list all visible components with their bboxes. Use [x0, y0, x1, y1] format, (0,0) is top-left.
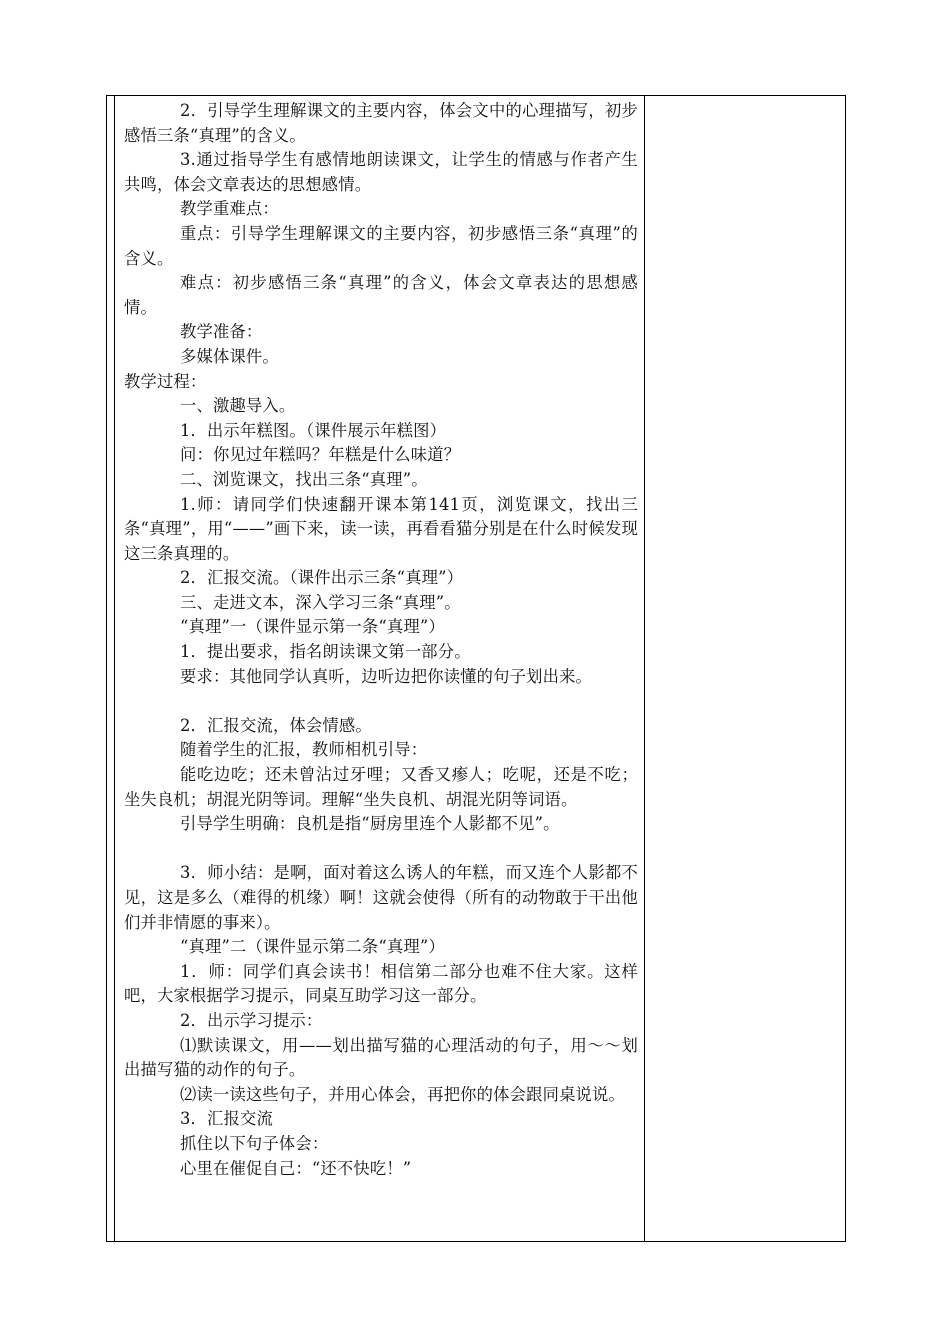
- section-heading: 一、激趣导入。: [180, 396, 296, 416]
- top-border: [106, 95, 846, 96]
- paragraph: 要求：其他同学认真听，边听边把你读懂的句子划出来。: [180, 666, 593, 686]
- paragraph: 2．汇报交流。（课件出示三条“真理”）: [180, 568, 464, 588]
- heading-preparation: 教学准备：: [180, 322, 263, 342]
- paragraph: 1．提出要求，指名朗读课文第一部分。: [180, 642, 471, 662]
- paragraph: 能吃边吃；还未曾沾过牙哩；又香又瘆人；吃呢，还是不吃；坐失良机；胡混光阴等词。理解“坐失良机、胡混光阴等词语。: [124, 765, 638, 809]
- paragraph: 1．出示年糕图。（课件展示年糕图）: [180, 420, 447, 440]
- bottom-border: [106, 1241, 846, 1242]
- paragraph: 2．出示学习提示：: [180, 1010, 323, 1030]
- left-border: [106, 95, 107, 1242]
- blank-line: [124, 837, 638, 862]
- blank-line: [124, 689, 638, 714]
- right-border: [845, 95, 846, 1242]
- heading-process: 教学过程：: [124, 371, 207, 391]
- column-divider: [644, 95, 645, 1242]
- paragraph: 心里在催促自己：“还不快吃！”: [180, 1158, 412, 1178]
- paragraph: 重点：引导学生理解课文的主要内容，初步感悟三条“真理”的含义。: [124, 223, 639, 268]
- paragraph: 1.师：请同学们快速翻开课本第141页，浏览课文，找出三条“真理”，用“——”画下来，读一读，再看看猫分别是在什么时候发现这三条真理的。: [124, 494, 638, 563]
- paragraph: 3．师小结：是啊，面对着这么诱人的年糕，而又连个人影都不见，这是多么（难得的机缘）啊！这就会使得（所有的动物敢于干出他们并非情愿的事来）。: [124, 863, 638, 932]
- heading-key-points: 教学重难点：: [180, 199, 279, 219]
- paragraph: ⑵读一读这些句子，并用心体会，再把你的体会跟同桌说说。: [180, 1084, 625, 1104]
- paragraph: 引导学生明确：良机是指“厨房里连个人影都不见”。: [180, 814, 560, 834]
- paragraph: 抓住以下句子体会：: [180, 1133, 329, 1153]
- paragraph: 2．引导学生理解课文的主要内容，体会文中的心理描写，初步感悟三条“真理”的含义。: [124, 101, 638, 145]
- section-heading: 二、浏览课文，找出三条“真理”。: [180, 469, 428, 489]
- paragraph: 3．汇报交流: [180, 1109, 273, 1129]
- paragraph: 1．师：同学们真会读书！相信第二部分也难不住大家。这样吧，大家根据学习提示，同桌互助学习这一部分。: [124, 961, 638, 1006]
- paragraph: 2．汇报交流，体会情感。: [180, 715, 372, 735]
- paragraph: 问：你见过年糕吗？年糕是什么味道？: [180, 445, 461, 465]
- lesson-plan-text: [124, 99, 638, 1181]
- section-heading: 三、走进文本，深入学习三条“真理”。: [180, 592, 461, 612]
- inner-left-border: [114, 95, 115, 1242]
- subsection-heading: “真理”二（课件显示第二条“真理”）: [180, 937, 445, 957]
- paragraph: 多媒体课件。: [180, 346, 279, 366]
- paragraph: 难点：初步感悟三条“真理”的含义，体会文章表达的思想感情。: [124, 273, 638, 317]
- paragraph: 3.通过指导学生有感情地朗读课文，让学生的情感与作者产生共鸣，体会文章表达的思想感情。: [124, 150, 638, 194]
- subsection-heading: “真理”一（课件显示第一条“真理”）: [180, 617, 445, 637]
- paragraph: 随着学生的汇报，教师相机引导：: [180, 740, 428, 760]
- paragraph: ⑴默读课文，用——划出描写猫的心理活动的句子，用～～划出描写猫的动作的句子。: [124, 1035, 638, 1080]
